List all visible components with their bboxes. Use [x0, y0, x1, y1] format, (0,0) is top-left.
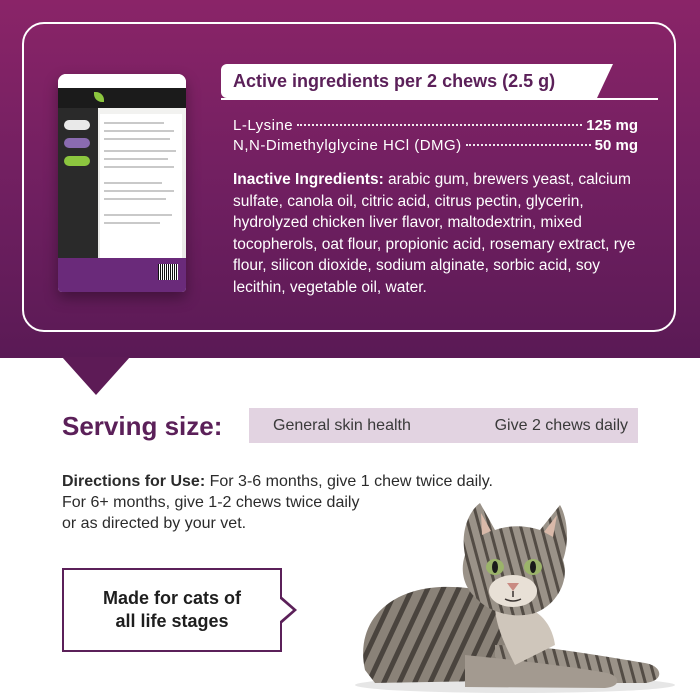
- serving-size-bar: [249, 408, 638, 443]
- cat-photo: [345, 495, 685, 695]
- serving-dose: Give 2 chews daily: [494, 416, 628, 434]
- pouch-brand-bar: [58, 88, 186, 108]
- directions-line: For 6+ months, give 1-2 chews twice daily: [62, 494, 360, 511]
- cat-illustration: [345, 495, 685, 695]
- serving-size-title: Serving size:: [62, 411, 223, 441]
- directions-line: [62, 471, 622, 492]
- directions-label: Directions for Use:: [62, 473, 206, 490]
- inactive-ingredients: [233, 169, 643, 298]
- directions-line: or as directed by your vet.: [62, 515, 247, 532]
- pouch-side-panel: [58, 108, 98, 258]
- inactive-ingredients-text: arabic gum, brewers yeast, calcium sulfate, canola oil, citric acid, citrus pectin, glycerin, hydrolyzed chicken liver flavor, maltodextrin, mixed tocopherols, oat flour, propionic acid, rosemary extract, rye flour, silicon dioxide, sodium alginate, sorbic acid, soy lecithin, vegetable oil, water.: [233, 171, 636, 296]
- title-tab-tail: [597, 64, 613, 98]
- directions-text: For 3-6 months, give 1 chew twice daily.: [209, 473, 493, 490]
- callout-arrow-fill: [279, 598, 293, 622]
- dot-leader: [466, 144, 591, 146]
- active-ingredients-title: Active ingredients per 2 chews (2.5 g): [221, 64, 597, 98]
- callout-line: all life stages: [115, 611, 229, 631]
- callout-text: [103, 587, 241, 633]
- pouch-facts-panel: [100, 114, 182, 264]
- inactive-ingredients-label: Inactive Ingredients:: [233, 171, 384, 188]
- dot-leader: [297, 124, 582, 126]
- life-stages-callout: [62, 568, 282, 652]
- ingredient-name: N,N-Dimethylglycine HCl (DMG): [233, 137, 462, 154]
- title-underline: [221, 98, 658, 100]
- ingredient-row: [233, 117, 638, 139]
- serving-use-case: General skin health: [273, 416, 411, 434]
- ingredient-amount: 50 mg: [594, 137, 638, 154]
- banner-pointer: [62, 357, 130, 395]
- ingredient-name: L-Lysine: [233, 117, 294, 134]
- barcode-icon: [158, 264, 178, 280]
- ingredient-amount: 125 mg: [586, 117, 638, 134]
- product-pouch-image: [58, 74, 186, 292]
- callout-line: Made for cats of: [102, 588, 242, 608]
- ingredient-row: [233, 137, 638, 159]
